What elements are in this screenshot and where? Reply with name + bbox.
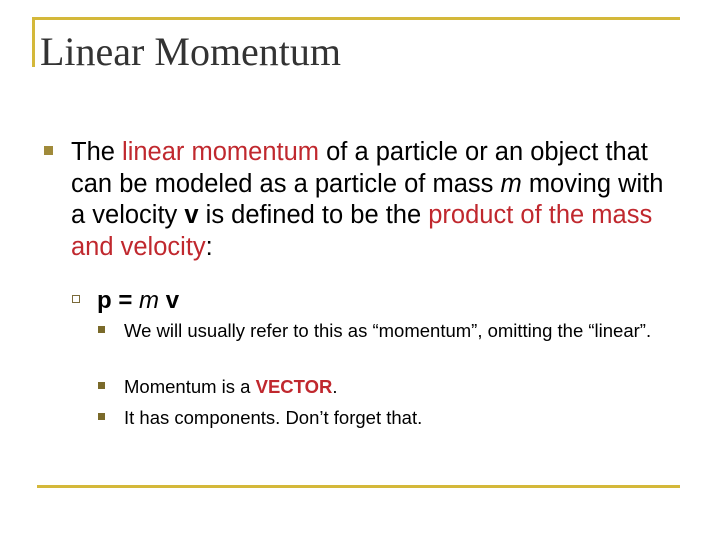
symbol-v: v xyxy=(184,201,199,229)
term-linear-momentum: linear momentum xyxy=(122,138,320,166)
square-bullet-icon xyxy=(44,146,53,155)
square-bullet-icon xyxy=(98,382,105,389)
slide-title: Linear Momentum xyxy=(40,29,342,74)
momentum-formula: p = m v xyxy=(97,287,180,314)
sub-bullet-2-text: Momentum is a VECTOR. xyxy=(124,376,338,397)
term-product: product of the mass and velocity xyxy=(71,201,653,261)
top-rule xyxy=(32,17,680,20)
sub-bullet-3-text: It has components. Don’t forget that. xyxy=(124,407,423,428)
square-bullet-icon xyxy=(98,413,105,420)
square-bullet-icon xyxy=(98,326,105,333)
left-rule xyxy=(32,17,35,67)
symbol-m: m xyxy=(500,169,522,198)
hollow-square-bullet-icon xyxy=(72,295,80,303)
term-vector: VECTOR xyxy=(255,376,333,397)
bullet-1-text: The linear momentum of a particle or an object that can be modeled as a particle of mass m moving with a velocity v is defined to be the product of the mass and velocity: xyxy=(71,138,664,261)
sub-bullet-1-text: We will usually refer to this as “momentum”, omitting the “linear”. xyxy=(124,320,652,341)
bottom-rule xyxy=(37,485,680,488)
